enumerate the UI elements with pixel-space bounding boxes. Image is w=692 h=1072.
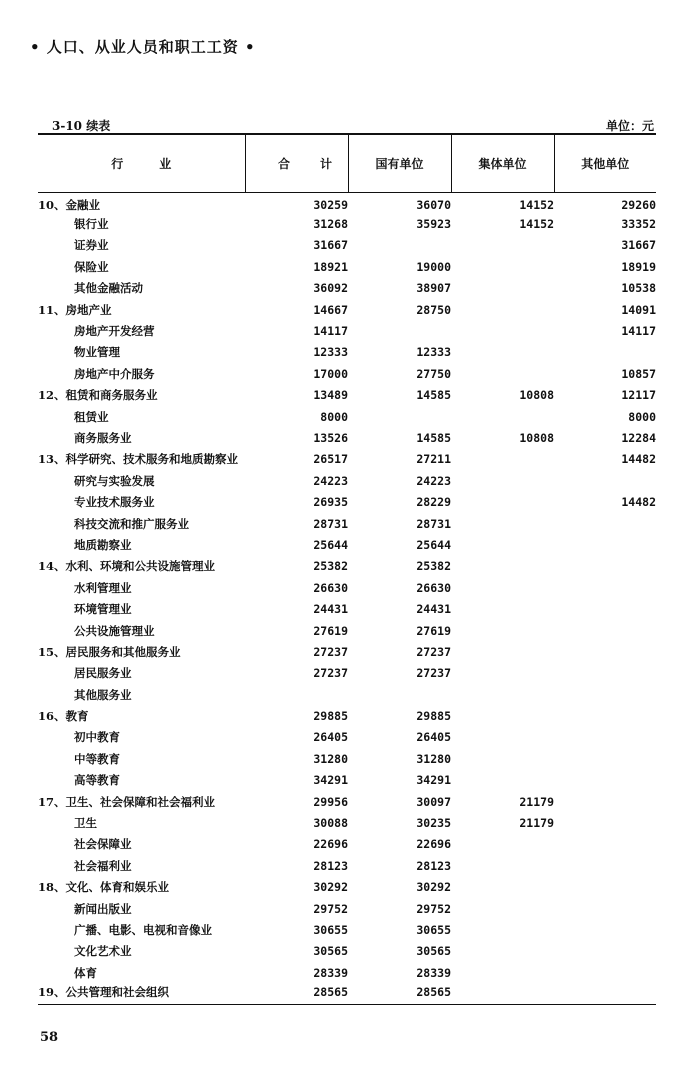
total-cell: 29956 — [313, 794, 348, 809]
other-cell: 14482 — [621, 452, 656, 467]
total-cell: 25382 — [313, 559, 348, 574]
table-row-subcategory — [38, 213, 656, 234]
industry-name-cell: 卫生 — [74, 816, 97, 831]
total-cell: 13526 — [313, 430, 348, 445]
state-owned-cell: 38907 — [416, 281, 451, 296]
other-cell: 12117 — [621, 388, 656, 403]
state-owned-cell: 28123 — [416, 858, 451, 873]
industry-name-cell: 11、房地产业 — [38, 302, 112, 317]
industry-name-cell: 商务服务业 — [74, 430, 132, 445]
other-cell — [554, 898, 656, 919]
table-row-category — [38, 983, 656, 1004]
other-cell: 18919 — [621, 259, 656, 274]
table-row-subcategory — [38, 427, 656, 448]
total-cell: 14117 — [313, 324, 348, 339]
collective-cell — [451, 406, 554, 427]
table-row-category — [38, 705, 656, 726]
industry-name-cell: 文化艺术业 — [74, 944, 132, 959]
collective-cell — [451, 962, 554, 983]
industry-name-cell: 专业技术服务业 — [74, 495, 155, 510]
table-row-subcategory — [38, 406, 656, 427]
other-cell: 33352 — [621, 217, 656, 232]
table-number: 3-10 续表 — [52, 119, 111, 133]
other-cell: 10538 — [621, 281, 656, 296]
state-owned-cell: 12333 — [416, 345, 451, 360]
table-row-category — [38, 556, 656, 577]
industry-name-cell: 研究与实验发展 — [74, 473, 155, 488]
total-cell: 22696 — [313, 837, 348, 852]
industry-name-cell: 15、居民服务和其他服务业 — [38, 644, 181, 659]
collective-cell — [451, 620, 554, 641]
state-owned-cell: 35923 — [416, 217, 451, 232]
collective-cell: 10808 — [519, 430, 554, 445]
other-cell — [554, 877, 656, 898]
column-header-collective: 集体单位 — [451, 134, 554, 192]
page-header-title: • 人口、从业人员和职工工资 • — [30, 38, 256, 56]
state-owned-cell: 27237 — [416, 644, 451, 659]
collective-cell — [451, 449, 554, 470]
state-owned-cell: 27750 — [416, 366, 451, 381]
industry-name-cell: 租赁业 — [74, 409, 109, 424]
total-cell: 31280 — [313, 751, 348, 766]
column-header-state-owned: 国有单位 — [348, 134, 451, 192]
total-cell: 28565 — [245, 983, 348, 1004]
state-owned-cell: 26405 — [416, 730, 451, 745]
collective-cell — [451, 983, 554, 1004]
industry-name-cell: 社会保障业 — [74, 837, 132, 852]
industry-name-cell: 10、金融业 — [38, 197, 101, 212]
table-row-subcategory — [38, 256, 656, 277]
state-owned-cell: 28731 — [416, 516, 451, 531]
table-row-category — [38, 299, 656, 320]
state-owned-cell: 30655 — [416, 922, 451, 937]
table-row-subcategory — [38, 235, 656, 256]
industry-name-cell: 17、卫生、社会保障和社会福利业 — [38, 794, 216, 809]
industry-name-cell: 广播、电影、电视和音像业 — [74, 922, 212, 937]
total-cell: 36092 — [313, 281, 348, 296]
state-owned-cell: 14585 — [416, 388, 451, 403]
table-row-subcategory — [38, 577, 656, 598]
industry-name-cell: 13、科学研究、技术服务和地质勘察业 — [38, 452, 239, 467]
state-owned-cell: 30292 — [416, 880, 451, 895]
collective-cell — [451, 705, 554, 726]
total-cell: 27237 — [313, 666, 348, 681]
total-cell: 29752 — [313, 901, 348, 916]
industry-name-cell: 房地产开发经营 — [74, 324, 155, 339]
other-cell — [554, 812, 656, 833]
table-row-category — [38, 641, 656, 662]
total-cell: 29885 — [313, 709, 348, 724]
collective-cell — [451, 470, 554, 491]
other-cell — [554, 342, 656, 363]
other-cell: 12284 — [621, 430, 656, 445]
industry-name-cell: 地质勘察业 — [74, 537, 132, 552]
other-cell: 29260 — [621, 197, 656, 212]
industry-name-cell: 其他服务业 — [74, 687, 132, 702]
table-row-category — [38, 449, 656, 470]
table-row-subcategory — [38, 491, 656, 512]
collective-cell — [451, 513, 554, 534]
other-cell — [554, 470, 656, 491]
state-owned-cell: 34291 — [416, 773, 451, 788]
total-cell: 13489 — [313, 388, 348, 403]
state-owned-cell: 27211 — [416, 452, 451, 467]
table-row-category — [38, 192, 656, 213]
collective-cell — [451, 770, 554, 791]
state-owned-cell: 24223 — [416, 473, 451, 488]
state-owned-cell: 29885 — [416, 709, 451, 724]
industry-name-cell: 初中教育 — [74, 730, 120, 745]
total-cell: 24431 — [313, 602, 348, 617]
collective-cell — [451, 342, 554, 363]
collective-cell — [451, 641, 554, 662]
state-owned-cell: 27237 — [416, 666, 451, 681]
collective-cell — [451, 898, 554, 919]
page-number: 58 — [40, 1030, 59, 1045]
other-cell — [554, 534, 656, 555]
other-cell: 14117 — [621, 324, 656, 339]
industry-name-cell: 科技交流和推广服务业 — [74, 516, 189, 531]
table-row-subcategory — [38, 320, 656, 341]
industry-name-cell: 其他金融活动 — [74, 281, 143, 296]
industry-name-cell: 新闻出版业 — [74, 901, 132, 916]
table-row-subcategory — [38, 727, 656, 748]
column-header-industry: 行 业 — [38, 134, 245, 192]
collective-cell — [451, 299, 554, 320]
state-owned-cell: 30235 — [416, 816, 451, 831]
other-cell — [554, 663, 656, 684]
industry-name-cell: 银行业 — [74, 217, 109, 232]
total-cell: 27237 — [313, 644, 348, 659]
table-row-subcategory — [38, 898, 656, 919]
table-row-subcategory — [38, 620, 656, 641]
total-cell: 30565 — [313, 944, 348, 959]
total-cell: 31667 — [313, 238, 348, 253]
collective-cell — [451, 598, 554, 619]
table-row-category — [38, 791, 656, 812]
collective-cell — [451, 363, 554, 384]
other-cell: 31667 — [621, 238, 656, 253]
industry-name-cell: 社会福利业 — [74, 858, 132, 873]
industry-name-cell: 保险业 — [74, 259, 109, 274]
industry-name-cell: 证券业 — [74, 238, 109, 253]
total-cell: 30088 — [313, 816, 348, 831]
table-row-subcategory — [38, 941, 656, 962]
table-row-subcategory — [38, 342, 656, 363]
total-cell: 18921 — [313, 259, 348, 274]
other-cell: 14091 — [621, 302, 656, 317]
table-row-subcategory — [38, 855, 656, 876]
state-owned-cell: 30097 — [416, 794, 451, 809]
other-cell — [554, 556, 656, 577]
collective-cell: 14152 — [519, 197, 554, 212]
collective-cell — [451, 556, 554, 577]
total-cell: 31268 — [313, 217, 348, 232]
collective-cell — [451, 855, 554, 876]
state-owned-cell: 22696 — [416, 837, 451, 852]
total-cell: 12333 — [313, 345, 348, 360]
industry-name-cell: 中等教育 — [74, 751, 120, 766]
table-row-category — [38, 385, 656, 406]
total-cell — [245, 684, 348, 705]
total-cell: 30655 — [313, 922, 348, 937]
collective-cell — [451, 919, 554, 940]
total-cell: 25644 — [313, 537, 348, 552]
table-row-category — [38, 877, 656, 898]
other-cell: 8000 — [628, 409, 656, 424]
collective-cell — [451, 877, 554, 898]
total-cell: 28123 — [313, 858, 348, 873]
other-cell — [554, 962, 656, 983]
total-cell: 8000 — [320, 409, 348, 424]
other-cell — [554, 727, 656, 748]
industry-name-cell: 环境管理业 — [74, 602, 132, 617]
unit-label: 单位：元 — [605, 119, 654, 133]
state-owned-cell — [348, 320, 451, 341]
total-cell: 17000 — [313, 366, 348, 381]
state-owned-cell: 27619 — [416, 623, 451, 638]
other-cell — [554, 791, 656, 812]
collective-cell — [451, 684, 554, 705]
collective-cell: 10808 — [519, 388, 554, 403]
state-owned-cell: 28339 — [416, 965, 451, 980]
table-row-subcategory — [38, 513, 656, 534]
table-body — [38, 192, 656, 1005]
state-owned-cell: 25382 — [416, 559, 451, 574]
other-cell — [554, 983, 656, 1004]
other-cell: 10857 — [621, 366, 656, 381]
industry-name-cell: 水利管理业 — [74, 580, 132, 595]
other-cell — [554, 705, 656, 726]
collective-cell — [451, 534, 554, 555]
table-row-subcategory — [38, 919, 656, 940]
collective-cell — [451, 278, 554, 299]
other-cell — [554, 620, 656, 641]
collective-cell: 21179 — [519, 794, 554, 809]
total-cell: 14667 — [313, 302, 348, 317]
other-cell — [554, 641, 656, 662]
state-owned-cell: 19000 — [416, 259, 451, 274]
state-owned-cell: 26630 — [416, 580, 451, 595]
table-row-subcategory — [38, 663, 656, 684]
table-row-subcategory — [38, 534, 656, 555]
industry-name-cell: 19、公共管理和社会组织 — [38, 983, 245, 1004]
industry-name-cell: 16、教育 — [38, 709, 89, 724]
state-owned-cell — [348, 406, 451, 427]
collective-cell: 14152 — [519, 217, 554, 232]
other-cell: 14482 — [621, 495, 656, 510]
total-cell: 34291 — [313, 773, 348, 788]
table-row-subcategory — [38, 278, 656, 299]
other-cell — [554, 770, 656, 791]
table-row-subcategory — [38, 834, 656, 855]
total-cell: 28339 — [313, 965, 348, 980]
state-owned-cell: 30565 — [416, 944, 451, 959]
collective-cell — [451, 320, 554, 341]
state-owned-cell: 29752 — [416, 901, 451, 916]
industry-name-cell: 体育 — [74, 965, 97, 980]
other-cell — [554, 748, 656, 769]
table-row-subcategory — [38, 363, 656, 384]
column-header-total: 合 计 — [245, 134, 348, 192]
other-cell — [554, 598, 656, 619]
table-row-subcategory — [38, 598, 656, 619]
other-cell — [554, 919, 656, 940]
total-cell: 30292 — [313, 880, 348, 895]
other-cell — [554, 513, 656, 534]
table-header-row — [38, 134, 656, 192]
state-owned-cell: 31280 — [416, 751, 451, 766]
collective-cell — [451, 663, 554, 684]
total-cell: 26405 — [313, 730, 348, 745]
other-cell — [554, 684, 656, 705]
collective-cell — [451, 834, 554, 855]
total-cell: 24223 — [313, 473, 348, 488]
collective-cell — [451, 727, 554, 748]
industry-name-cell: 14、水利、环境和公共设施管理业 — [38, 559, 216, 574]
collective-cell — [451, 941, 554, 962]
other-cell — [554, 941, 656, 962]
industry-name-cell: 12、租赁和商务服务业 — [38, 388, 158, 403]
table-row-subcategory — [38, 684, 656, 705]
state-owned-cell: 28229 — [416, 495, 451, 510]
column-header-other: 其他单位 — [554, 134, 656, 192]
table-row-subcategory — [38, 770, 656, 791]
table-row-subcategory — [38, 812, 656, 833]
industry-name-cell: 房地产中介服务 — [74, 366, 155, 381]
state-owned-cell — [348, 684, 451, 705]
total-cell: 26517 — [313, 452, 348, 467]
state-owned-cell: 36070 — [416, 197, 451, 212]
state-owned-cell: 14585 — [416, 430, 451, 445]
total-cell: 27619 — [313, 623, 348, 638]
wage-table — [38, 133, 656, 1005]
industry-name-cell: 公共设施管理业 — [74, 623, 155, 638]
industry-name-cell: 高等教育 — [74, 773, 120, 788]
state-owned-cell: 24431 — [416, 602, 451, 617]
industry-name-cell: 居民服务业 — [74, 666, 132, 681]
state-owned-cell: 25644 — [416, 537, 451, 552]
table-row-subcategory — [38, 962, 656, 983]
state-owned-cell: 28750 — [416, 302, 451, 317]
state-owned-cell: 28565 — [348, 983, 451, 1004]
total-cell: 28731 — [313, 516, 348, 531]
collective-cell — [451, 748, 554, 769]
collective-cell — [451, 235, 554, 256]
other-cell — [554, 834, 656, 855]
total-cell: 26935 — [313, 495, 348, 510]
table-row-subcategory — [38, 748, 656, 769]
industry-name-cell: 18、文化、体育和娱乐业 — [38, 880, 170, 895]
state-owned-cell — [348, 235, 451, 256]
collective-cell: 21179 — [519, 816, 554, 831]
collective-cell — [451, 491, 554, 512]
table-row-subcategory — [38, 470, 656, 491]
other-cell — [554, 855, 656, 876]
collective-cell — [451, 577, 554, 598]
total-cell: 26630 — [313, 580, 348, 595]
total-cell: 30259 — [313, 197, 348, 212]
collective-cell — [451, 256, 554, 277]
industry-name-cell: 物业管理 — [74, 345, 120, 360]
other-cell — [554, 577, 656, 598]
